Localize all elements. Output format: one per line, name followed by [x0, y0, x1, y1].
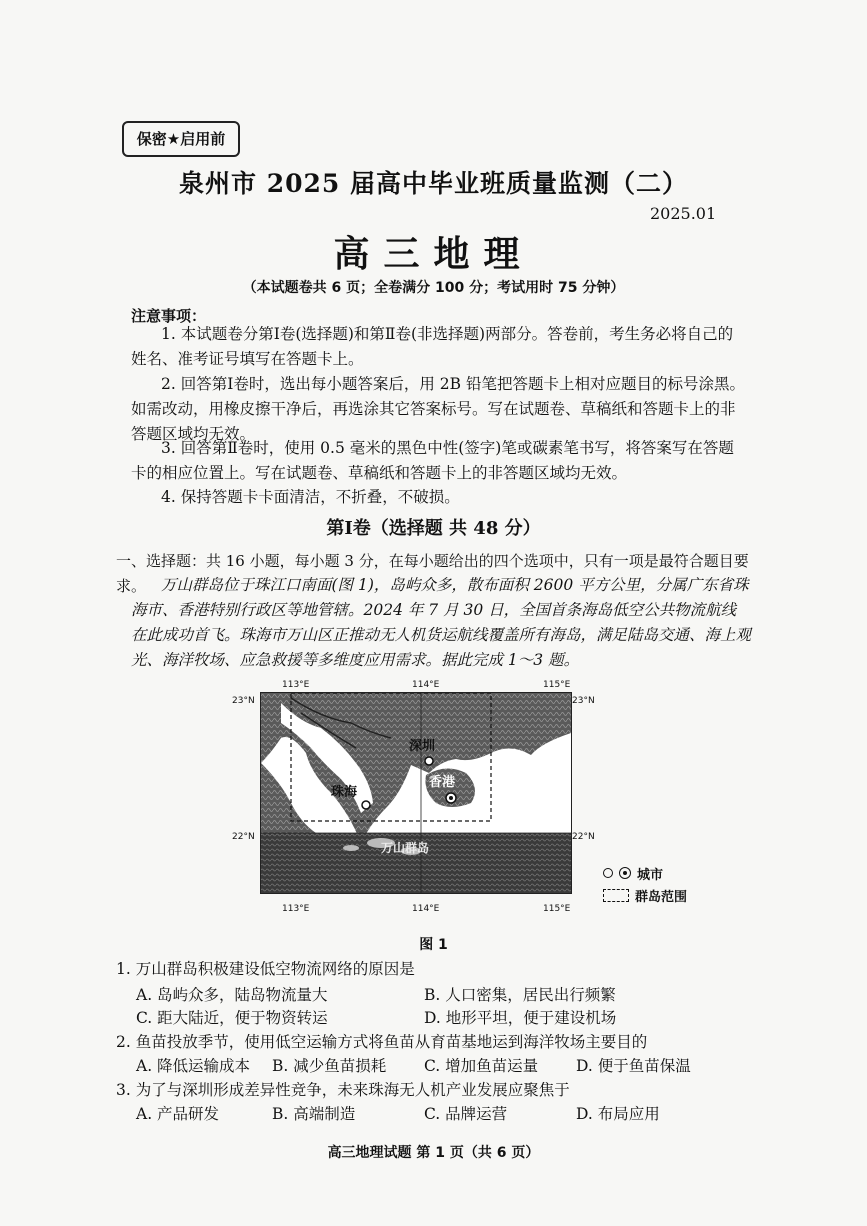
section-title: 第Ⅰ卷（选择题 共 48 分）: [326, 518, 541, 539]
paper-info: （本试题卷共 6 页；全卷满分 100 分；考试用时 75 分钟）: [242, 280, 625, 296]
q3-option-a: A. 产品研发: [136, 1105, 220, 1123]
q3-option-d: D. 布局应用: [576, 1105, 660, 1123]
legend-city-row: [603, 862, 713, 884]
city-dot-circle-icon: [619, 867, 631, 879]
city-circle-icon: [603, 868, 613, 878]
exam-date: 2025.01: [650, 204, 717, 223]
lon-label-113: 113°E: [282, 680, 310, 690]
island-3: [343, 845, 359, 851]
section-instruction: 一、选择题：共 16 小题，每小题 3 分，在每小题给出的四个选项中，只有一项是最符合题目要求。: [116, 552, 749, 595]
q2-option-a: A. 降低运输成本: [136, 1057, 251, 1075]
lat-label-23-left: 23°N: [232, 696, 255, 706]
q1-option-c: C. 距大陆近，便于物资转运: [136, 1009, 328, 1027]
q2-option-c: C. 增加鱼苗运量: [424, 1057, 539, 1075]
note-item-2: 2. 回答第Ⅰ卷时，选出每小题答案后，用 2B 铅笔把答题卡上相对应题目的标号涂黑。如需改动，用橡皮擦干净后，再选涂其它答案标号。写在试题卷、草稿纸和答题卡上的非答题区域均无效。: [131, 375, 745, 443]
legend-city-label: 城市: [637, 867, 664, 883]
map-legend: [603, 862, 713, 906]
note-item-1: 1. 本试题卷分第Ⅰ卷(选择题)和第Ⅱ卷(非选择题)两部分。答卷前，考生务必将自己的姓名、准考证号填写在答题卡上。: [131, 325, 734, 368]
question-1-stem: 1. 万山群岛积极建设低空物流网络的原因是: [116, 960, 415, 978]
exam-title: 泉州市 2025 届高中毕业班质量监测（二）: [179, 169, 688, 198]
map-figure: [230, 680, 610, 920]
legend-islands-label: 群岛范围: [635, 889, 688, 905]
q2-option-d: D. 便于鱼苗保温: [576, 1057, 691, 1075]
notes-title: 注意事项：: [131, 307, 207, 325]
legend-islands-row: [603, 884, 713, 906]
q3-option-b: B. 高端制造: [272, 1105, 356, 1123]
city-marker-hongkong-dot: [449, 796, 453, 800]
lat-label-23-right: 23°N: [572, 696, 595, 706]
note-item-4: 4. 保持答题卡卡面清洁，不折叠，不破损。: [161, 488, 460, 506]
confidential-stamp: 保密★启用前: [122, 121, 240, 157]
q3-option-c: C. 品牌运营: [424, 1105, 508, 1123]
lon-label-113-bottom: 113°E: [282, 904, 310, 914]
lon-label-115: 115°E: [543, 680, 571, 690]
dashed-box-icon: [603, 889, 629, 902]
page-footer: 高三地理试题 第 1 页（共 6 页）: [327, 1145, 540, 1161]
reading-passage: 万山群岛位于珠江口南面(图 1)，岛屿众多，散布面积 2600 平方公里，分属广东省珠海市、香港特别行政区等地管辖。2024 年 7 月 30 日，全国首条海岛低空公共物流航线在此成功首飞。珠海市万山区正推动无人机货运航线覆盖所有海岛，满足陆岛交通、海上观光、海洋牧场、应急救援等多维度应用需求。据此完成 1～3 题。: [131, 576, 752, 669]
question-3-stem: 3. 为了与深圳形成差异性竞争，未来珠海无人机产业发展应聚焦于: [116, 1081, 570, 1099]
lat-label-22-left: 22°N: [232, 832, 255, 842]
q1-option-b: B. 人口密集，居民出行频繁: [424, 986, 616, 1004]
city-label-hongkong: 香港: [429, 775, 456, 790]
islands-label: 万山群岛: [381, 841, 430, 855]
subject-title: 高三地理: [333, 233, 534, 275]
lon-label-114-bottom: 114°E: [412, 904, 440, 914]
map-panel: [260, 692, 572, 894]
q1-option-a: A. 岛屿众多，陆岛物流量大: [136, 986, 328, 1004]
q1-option-d: D. 地形平坦，便于建设机场: [424, 1009, 617, 1027]
city-marker-shenzhen: [425, 757, 433, 765]
question-2-stem: 2. 鱼苗投放季节，使用低空运输方式将鱼苗从育苗基地运到海洋牧场主要目的: [116, 1033, 648, 1051]
west-coast: [261, 763, 316, 833]
figure-caption: 图 1: [419, 937, 448, 953]
city-label-shenzhen: 深圳: [409, 739, 436, 754]
map-drawing: [261, 693, 571, 893]
lon-label-114: 114°E: [412, 680, 440, 690]
lon-label-115-bottom: 115°E: [543, 904, 571, 914]
note-item-3: 3. 回答第Ⅱ卷时，使用 0.5 毫米的黑色中性(签字)笔或碳素笔书写，将答案写在答题卡的相应位置上。写在试题卷、草稿纸和答题卡上的非答题区域均无效。: [131, 439, 734, 482]
q2-option-b: B. 减少鱼苗损耗: [272, 1057, 387, 1075]
city-marker-zhuhai: [362, 801, 370, 809]
lat-label-22-right: 22°N: [572, 832, 595, 842]
city-label-zhuhai: 珠海: [331, 785, 358, 800]
